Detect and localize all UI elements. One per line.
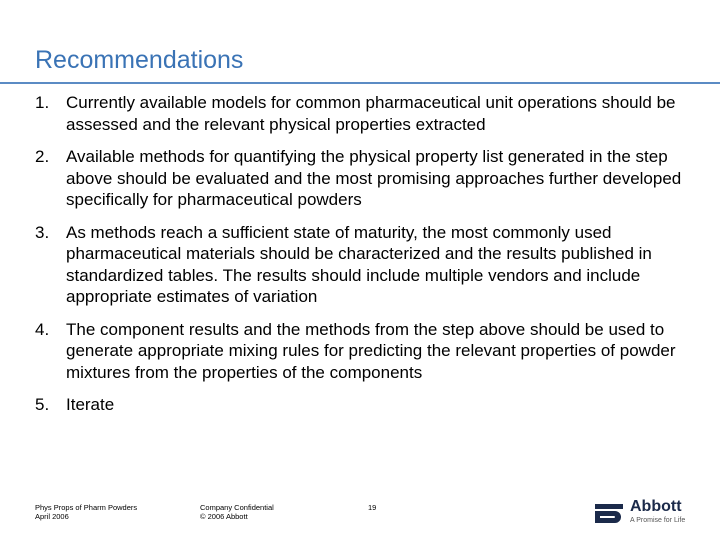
footer-presentation-title: Phys Props of Pharm Powders xyxy=(35,503,138,512)
slide-title: Recommendations xyxy=(35,46,244,74)
footer-confidential-label: Company Confidential xyxy=(200,503,274,512)
logo-wordmark: Abbott xyxy=(630,498,682,515)
item-number: 4. xyxy=(35,319,50,339)
list-item xyxy=(35,319,695,384)
item-text: Currently available models for common pharmaceutical unit operations should be assessed and the relevant physical properties extracted xyxy=(66,93,676,134)
item-number: 1. xyxy=(35,93,50,112)
list-item xyxy=(35,394,695,416)
item-text: Available methods for quantifying the physical property list generated in the step above should be evaluated and the most promising approaches further developed specifically for pharmaceutical powders xyxy=(66,147,682,209)
list-item xyxy=(35,92,695,135)
item-number: 5. xyxy=(35,395,50,414)
item-text: As methods reach a sufficient state of maturity, the most commonly used pharmaceutical materials should be characterized and the results published in standardized tables. The results should include multiple vendors and include appropriate estimates of variation xyxy=(66,222,652,306)
title-rule xyxy=(0,82,720,84)
item-number: 2. xyxy=(35,147,50,166)
item-number: 3. xyxy=(35,222,50,242)
footer-copyright: © 2006 Abbott xyxy=(200,512,248,521)
footer-presentation-info xyxy=(35,503,137,521)
recommendation-list xyxy=(35,92,695,427)
list-item xyxy=(35,146,695,211)
abbott-logo xyxy=(595,496,695,530)
logo-tagline: A Promise for Life xyxy=(630,517,686,524)
footer-date: April 2006 xyxy=(35,512,69,521)
item-text: Iterate xyxy=(66,395,115,414)
footer-confidentiality xyxy=(200,503,274,521)
item-text: The component results and the methods from the step above should be used to generate appropriate mixing rules for predicting the relevant properties of powder mixtures from the properties of the components xyxy=(66,319,676,382)
page-number: 19 xyxy=(368,503,377,512)
list-item xyxy=(35,222,695,308)
abbott-logo-icon xyxy=(595,502,623,526)
